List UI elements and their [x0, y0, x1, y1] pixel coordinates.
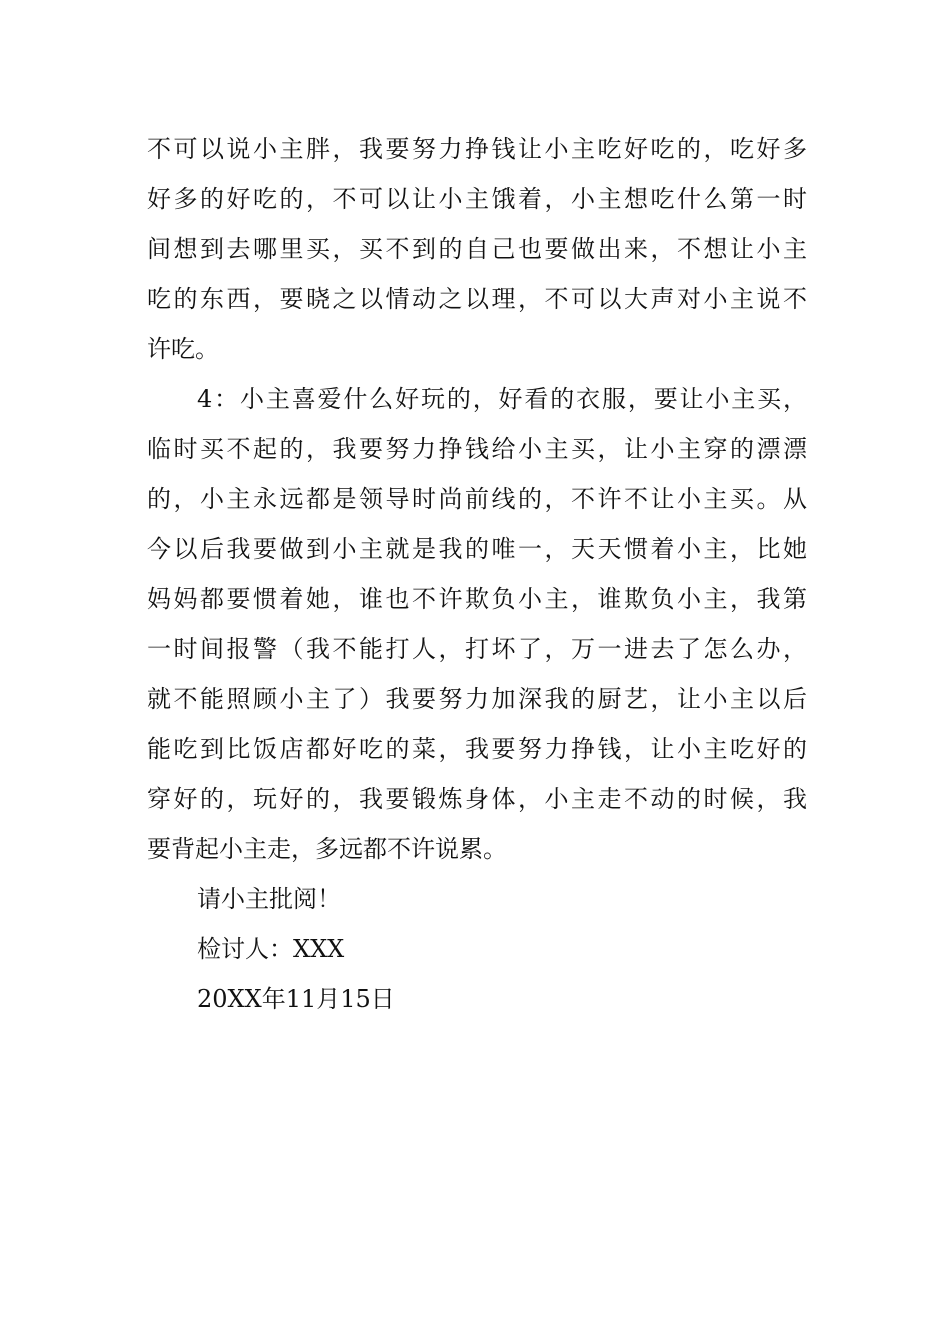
- text-line: 就不能照顾小主了）我要努力加深我的厨艺，让小主以后: [147, 685, 807, 713]
- text-line: 好多的好吃的，不可以让小主饿着，小主想吃什么第一时: [147, 185, 807, 213]
- text-line: 要背起小主走，多远都不许说累。: [147, 835, 507, 863]
- text-line: 临时买不起的，我要努力挣钱给小主买，让小主穿的漂漂: [147, 435, 807, 463]
- text-line: 妈妈都要惯着她，谁也不许欺负小主，谁欺负小主，我第: [147, 585, 807, 613]
- document-body: [147, 124, 807, 1024]
- text-line: 的，小主永远都是领导时尚前线的，不许不让小主买。从: [147, 485, 807, 513]
- text-line: 不可以说小主胖，我要努力挣钱让小主吃好吃的，吃好多: [147, 135, 807, 163]
- signature-line: 检讨人：XXX: [197, 935, 345, 963]
- text-line: 间想到去哪里买，买不到的自己也要做出来，不想让小主: [147, 235, 807, 263]
- paragraph-4: [147, 374, 807, 874]
- text-line: 今以后我要做到小主就是我的唯一，天天惯着小主，比她: [147, 535, 807, 563]
- text-line: 能吃到比饭店都好吃的菜，我要努力挣钱，让小主吃好的: [147, 735, 807, 763]
- closing-line: 请小主批阅！: [197, 885, 341, 913]
- text-line: 穿好的，玩好的，我要锻炼身体，小主走不动的时候，我: [147, 785, 807, 813]
- date-line: 20XX年11月15日: [197, 985, 395, 1013]
- text-line: 吃的东西，要晓之以情动之以理，不可以大声对小主说不: [147, 285, 807, 313]
- text-line: 许吃。: [147, 335, 219, 363]
- paragraph-continued: [147, 124, 807, 374]
- text-line: 4：小主喜爱什么好玩的，好看的衣服，要让小主买，: [197, 385, 807, 413]
- text-line: 一时间报警（我不能打人，打坏了，万一进去了怎么办，: [147, 635, 807, 663]
